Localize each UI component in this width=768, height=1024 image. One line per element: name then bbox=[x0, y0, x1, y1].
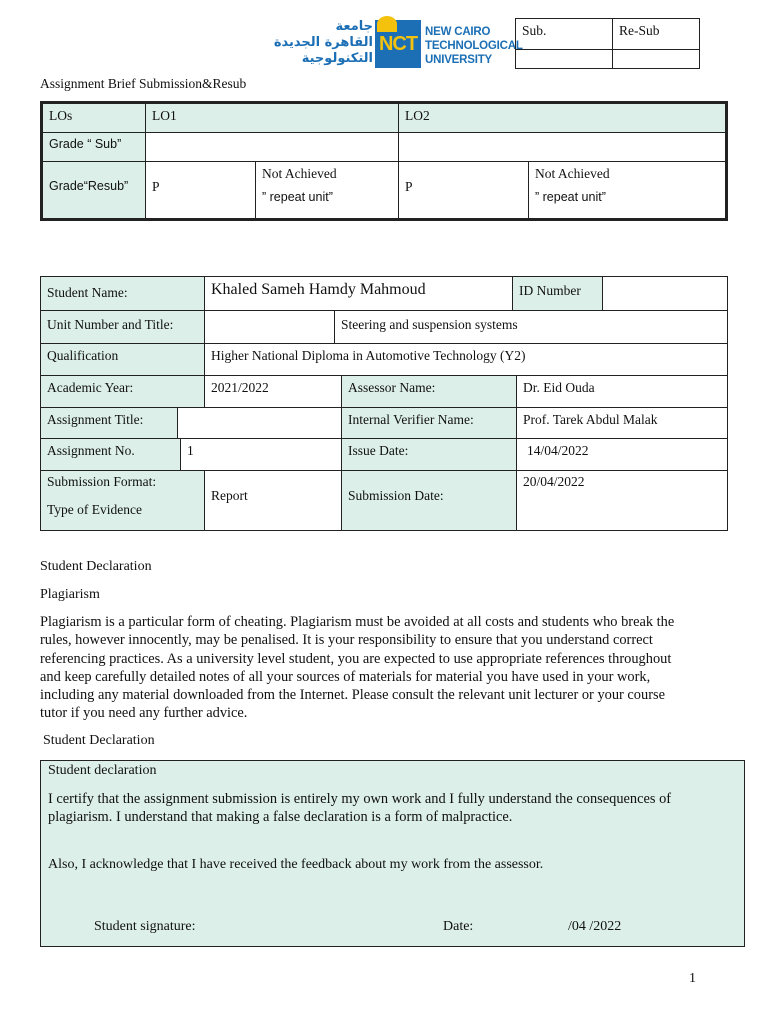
plagiarism-line: and keep carefully detailed notes of all your sources of materials for material you have used in your work, bbox=[40, 668, 651, 685]
verifier-label: Internal Verifier Name: bbox=[341, 407, 517, 439]
assignment-title-value[interactable] bbox=[177, 407, 342, 439]
declaration-box-title: Student declaration bbox=[48, 763, 157, 778]
logo-arabic-line-3: التكنولوجية bbox=[301, 51, 373, 66]
plagiarism-paragraph bbox=[40, 613, 730, 723]
grade-resub-label: Grade“Resub” bbox=[42, 161, 146, 219]
academic-year-value[interactable]: 2021/2022 bbox=[204, 375, 342, 408]
acknowledge-text: Also, I acknowledge that I have received the feedback about my work from the assessor. bbox=[48, 856, 544, 872]
assessor-value[interactable]: Dr. Eid Ouda bbox=[516, 375, 728, 408]
logo-mark-icon: NCT bbox=[375, 20, 421, 68]
assignment-no-value[interactable]: 1 bbox=[180, 438, 342, 471]
issue-date-value[interactable]: 14/04/2022 bbox=[516, 438, 728, 471]
lo1-not-achieved-cell[interactable] bbox=[255, 161, 399, 219]
grade-sub-label: Grade “ Sub” bbox=[42, 132, 146, 162]
logo-english-line-3: UNIVERSITY bbox=[425, 54, 493, 66]
logo-english-line-1: NEW CAIRO bbox=[425, 26, 491, 38]
sub-label: Sub. bbox=[522, 23, 547, 38]
resub-label: Re-Sub bbox=[619, 23, 660, 38]
certify-text bbox=[48, 790, 737, 827]
lo2-sub-grade[interactable] bbox=[398, 132, 726, 162]
lo1-sub-grade[interactable] bbox=[145, 132, 399, 162]
student-name-label: Student Name: bbox=[40, 276, 205, 311]
lo2-not-achieved-cell[interactable] bbox=[528, 161, 726, 219]
plagiarism-line: Plagiarism is a particular form of cheating. Plagiarism must be avoided at all costs and students who break the bbox=[40, 614, 675, 630]
unit-title-value[interactable]: Steering and suspension systems bbox=[334, 310, 728, 344]
lo1-not-achieved: Not Achieved bbox=[262, 166, 337, 181]
student-declaration-heading: Student Declaration bbox=[40, 559, 152, 574]
unit-number-value[interactable] bbox=[204, 310, 335, 344]
type-of-evidence-label: Type of Evidence bbox=[47, 501, 143, 517]
los-label: LOs bbox=[42, 103, 146, 133]
lo1-resub-grade[interactable]: P bbox=[145, 161, 256, 219]
assignment-title-label: Assignment Title: bbox=[40, 407, 178, 439]
lo2-repeat-unit: ” repeat unit” bbox=[535, 189, 606, 204]
page-number: 1 bbox=[689, 971, 696, 986]
qualification-label: Qualification bbox=[40, 343, 205, 376]
declaration-box bbox=[40, 760, 745, 947]
plagiarism-line: tutor if you need any further advice. bbox=[40, 705, 248, 722]
plagiarism-line: including any material downloaded from the Internet. Please consult the relevant unit lecturer or your course bbox=[40, 687, 665, 704]
submission-format-cell bbox=[40, 470, 205, 531]
issue-date-label: Issue Date: bbox=[341, 438, 517, 471]
date-value: /04 /2022 bbox=[568, 919, 622, 934]
sub-header-cell bbox=[515, 18, 613, 50]
lo2-resub-grade[interactable]: P bbox=[398, 161, 529, 219]
date-label: Date: bbox=[443, 919, 474, 934]
lo2-not-achieved: Not Achieved bbox=[535, 166, 610, 181]
plagiarism-heading: Plagiarism bbox=[40, 587, 100, 602]
sub-check-cell[interactable] bbox=[515, 49, 613, 69]
resub-check-cell[interactable] bbox=[612, 49, 700, 69]
certify-line: I certify that the assignment submission is entirely my own work and I fully understand the consequences of bbox=[48, 791, 672, 808]
unit-label: Unit Number and Title: bbox=[40, 310, 205, 344]
lo2-header: LO2 bbox=[398, 103, 726, 133]
student-name-value[interactable]: Khaled Sameh Hamdy Mahmoud bbox=[204, 276, 513, 311]
signature-label: Student signature: bbox=[94, 919, 196, 934]
plagiarism-line: rules, however innocently, may be penalised. It is your responsibility to ensure that you understand correct bbox=[40, 632, 653, 649]
brief-title: Assignment Brief Submission&Resub bbox=[40, 76, 247, 91]
submission-format-label: Submission Format: bbox=[47, 474, 157, 489]
resub-header-cell bbox=[612, 18, 700, 50]
id-number-label: ID Number bbox=[512, 276, 603, 311]
university-logo bbox=[273, 18, 523, 74]
submission-format-value[interactable]: Report bbox=[204, 470, 342, 531]
plagiarism-line: referencing practices. As a university level student, you are expected to use appropriate references throughout bbox=[40, 650, 672, 667]
submission-date-label: Submission Date: bbox=[341, 470, 517, 531]
qualification-value[interactable]: Higher National Diploma in Automotive Technology (Y2) bbox=[204, 343, 728, 376]
academic-year-label: Academic Year: bbox=[40, 375, 205, 408]
logo-arabic-line-2: القاهرة الجديدة bbox=[273, 35, 373, 50]
certify-line: plagiarism. I understand that making a false declaration is a form of malpractice. bbox=[48, 809, 513, 826]
lo1-repeat-unit: ” repeat unit” bbox=[262, 189, 333, 204]
logo-arabic-line-1: جامعة bbox=[335, 19, 373, 34]
logo-english-line-2: TECHNOLOGICAL bbox=[425, 40, 523, 52]
assignment-no-label: Assignment No. bbox=[40, 438, 181, 471]
assessor-label: Assessor Name: bbox=[341, 375, 517, 408]
id-number-value[interactable] bbox=[602, 276, 728, 311]
verifier-value[interactable]: Prof. Tarek Abdul Malak bbox=[516, 407, 728, 439]
lo1-header: LO1 bbox=[145, 103, 399, 133]
submission-date-value[interactable]: 20/04/2022 bbox=[516, 470, 728, 531]
student-declaration-heading-2: Student Declaration bbox=[43, 733, 155, 748]
